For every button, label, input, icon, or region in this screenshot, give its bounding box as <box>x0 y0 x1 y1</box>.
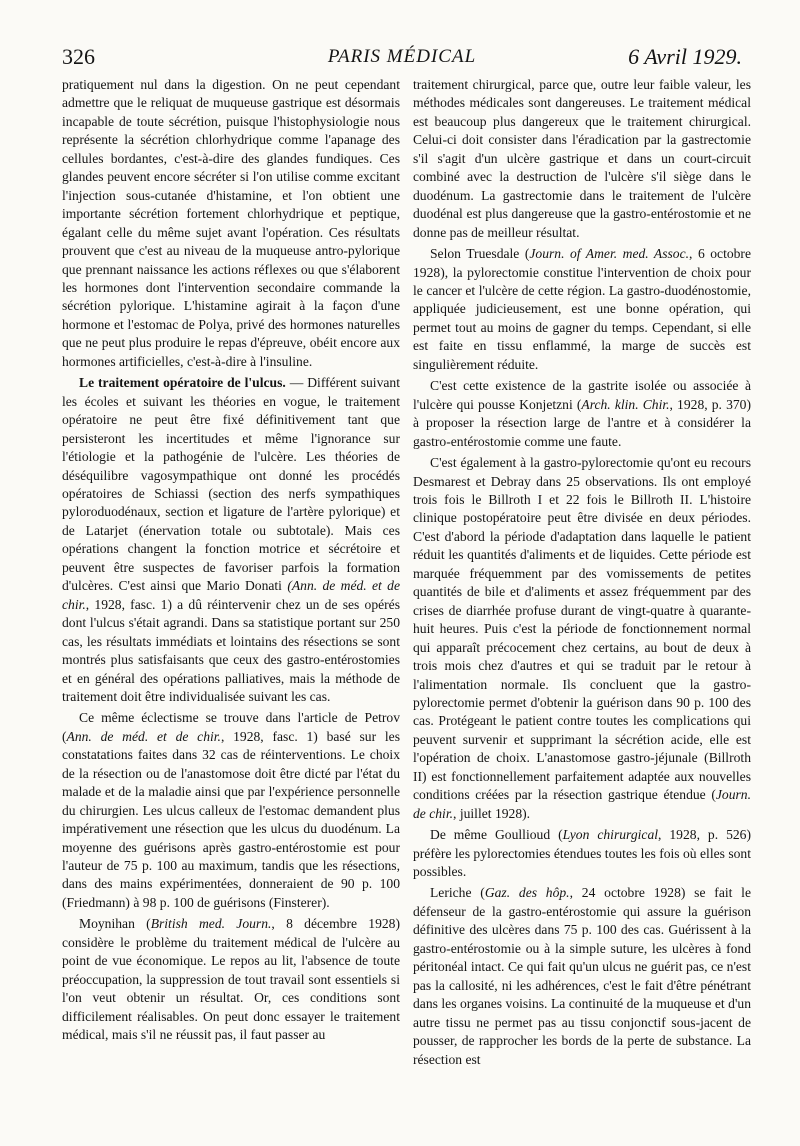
citation: Gaz. des hôp. <box>484 885 570 901</box>
citation: Ann. de méd. et de chir. <box>66 728 221 744</box>
paragraph: pratiquement nul dans la digestion. On ne peut cependant admettre que le reliquat de muqueuse gastrique est désormais incapable de toute sécrétion, puisque l'histophysiologie nous représente la sécrétion chlorhydrique comme l'apanage des cellules bordantes, c'est-à-dire des glandes fundiques. Ces glandes peuvent encore sécréter si l'on utilise comme excitant l'injection sous-cutanée d'histamine, et l'on obtient une importante sécrétion fortement chlorhydrique et peptique, égalant celle du même sujet avant l'opération. Ces résultats prouvent que c'est au niveau de la muqueuse antro-pylorique que prennant naissance les actions réflexes ou que s'élaborent les hormones dont l'intervention secondaire commande la sécrétion pylorique. L'histamine agirait à la façon d'une hormone et l'estomac de Polya, privé des hormones naturelles que ne peut plus produire le repas d'épreuve, obéit encore aux hormones artificielles, c'est-à-dire à l'insuline. <box>62 77 400 369</box>
citation: Arch. klin. Chir. <box>581 396 670 412</box>
citation: British med. Journ. <box>150 916 272 932</box>
issue-date: 6 Avril 1929. <box>628 44 742 69</box>
paragraph: traitement chirurgical, parce que, outre leur faible valeur, les méthodes médicales sont dangereuses. Le traitement médical est beaucoup plus dangereux que le traitement chirurgical. Celui-ci doit consister dans l'éradication par la gastrectomie s'il s'agit d'un ulcère gastrique et dans un court-circuit combiné avec la destruction de l'ulcère s'il siège dans le duodénum. La gastrectomie dans le traitement de l'ulcère duodénal est plus dangereuse que la gastro-entérostomie et ne donne pas de meilleur résultat. <box>413 77 751 240</box>
page-number: 326 <box>62 44 95 69</box>
paragraph-desmarest: C'est également à la gastro-pylorectomie qu'ont eu recours Desmarest et Debray dans 25 observations. Ils ont employé trois fois le Billroth I et 22 fois le Billroth II. L'histoire clinique postopératoire peut être divisée en deux périodes. C'est d'abord la période d'adaptation dans laquelle le patient réduit les quantités d'aliments et de liquides. Cette période est marquée fréquemment par des vomissements de petites quantités de bile et d'aliments et assez fréquemment par des crises de diarrhée profuse durant de vingt-quatre à quarante-huit heures. Puis c'est la période de fonctionnement normal qui apparaît précocement chez certains, au bout de deux à trois mois chez d'autres et qui se traduit par le retour à l'alimentation normale. Ils concluent que la gastro-pylorectomie permet d'obtenir la guérison dans 90 p. 100 des cas. Protégeant le patient contre toutes les complications qui peuvent survenir et supprimant la sécrétion acide, elle est l'opération de choix. L'anastomose gastro-jéjunale (Billroth II) est fonctionnellement parfaitement adaptée aux nouvelles conditions créées par la résection gastrique étendue (Journ. de chir., juillet 1928). <box>413 455 751 821</box>
paragraph-konjetzni: C'est cette existence de la gastrite isolée ou associée à l'ulcère qui pousse Konjetzni (Arch. klin. Chir., 1928, p. 370) à proposer la résection large de l'antre et à considérer la gastro-entérostomie comme une faute. <box>413 378 751 449</box>
citation: (Ann. de méd. et de chir. <box>62 578 400 612</box>
paragraph-goullioud: De même Goullioud (Lyon chirurgical, 1928, p. 526) préfère les pylorectomies étendues toutes les fois où elles sont possibles. <box>413 827 751 880</box>
citation: Lyon chirurgical <box>562 827 659 843</box>
running-header <box>62 40 742 74</box>
paragraph-petrov: Ce même éclectisme se trouve dans l'article de Petrov (Ann. de méd. et de chir., 1928, fasc. 1) basé sur les constatations faites dans 32 cas de réinterventions. Le choix de la résection ou de l'anastomose doit être dicté par l'état du malade et de la maladie ainsi que par l'expérience personnelle du chirurgien. Les ulcus calleux de l'estomac demandent plus impérativement une résection que les ulcus du duodénum. La moyenne des guérisons après gastro-entérostomie est pour l'auteur de 75 p. 100 au maximum, tandis que les résections, dans des mains expérimentées, donneraient de 90 p. 100 (Friedmann) à 98 p. 100 de guérisons (Finsterer). <box>62 710 400 910</box>
paragraph-surgical-treatment: Le traitement opératoire de l'ulcus. — Différent suivant les écoles et suivant les théories en vogue, le traitement opératoire ne peut être fixé définitivement tant que persisteront les incertitudes et même l'ignorance sur l'étiologie et la pathogénie de l'ulcère. Les théories de déséquilibre vagosympathique ont donné les procédés opératoires de Schiassi (section des nerfs sympathiques pyloroduodénaux, section et ligature de l'artère pylorique) et de Latarjet (énervation totale ou subtotale). Mais ces opérations changent la fonction motrice et sécrétoire et peuvent être suspectes de favoriser parfois la formation d'ulcères. C'est ainsi que Mario Donati (Ann. de méd. et de chir., 1928, fasc. 1) a dû réintervenir chez un de ses opérés dont l'ulcus s'était agrandi. Dans sa statistique portant sur 250 cas, les résultats immédiats et lointains des résections se sont montrés plus satisfaisants que ceux des gastro-entérostomies et en général des opérations palliatives, mais la méthode de traitement doit être individualisée suivant les cas. <box>62 375 400 704</box>
section-heading: Le traitement opératoire de l'ulcus. <box>79 375 286 391</box>
paragraph-leriche: Leriche (Gaz. des hôp., 24 octobre 1928) se fait le défenseur de la gastro-entérostomie qui assure la guérison définitive des ulcères dans 75 p. 100 des cas. Guérissent à la gastro-entérostomie ou à la simple suture, les ulcères à fond péritonéal intact. Ce qui fait qu'un ulcus ne guérit pas, ce n'est pas la callosité, ni les adhérences, c'est le fait d'être pénétrant dans les organes voisins. La continuité de la muqueuse et d'un autre tissu ne permet pas au tissu conjonctif sous-jacent de pousser, de rapprocher les bords de la perte de substance. La résection est <box>413 885 751 1067</box>
paragraph-truesdale: Selon Truesdale (Journ. of Amer. med. Assoc., 6 octobre 1928), la pylorectomie constitue l'intervention de choix pour le cancer et l'ulcère de cette région. La gastro-duodénostomie, appliquée judicieusement, est une bonne opération, qui permet tout au moins de gagner du temps. Cependant, si elle est faite en tissu enflammé, la marge de succès est singulièrement réduite. <box>413 246 751 372</box>
citation: Journ. of Amer. med. Assoc. <box>529 246 690 262</box>
right-column <box>413 76 751 1121</box>
citation: Journ. de chir. <box>413 787 751 821</box>
journal-title: PARIS MÉDICAL <box>327 46 477 67</box>
left-column <box>62 76 400 1121</box>
paragraph-moynihan: Moynihan (British med. Journ., 8 décembre 1928) considère le problème du traitement médical de l'ulcère au point de vue économique. Le repos au lit, l'absence de toute préoccupation, la suppression de tout travail sont essentiels si l'on veut obtenir un résultat. Or, ces conditions sont difficilement réalisables. On peut donc essayer le traitement médical, mais s'il ne réussit pas, il faut passer au <box>62 916 400 1043</box>
